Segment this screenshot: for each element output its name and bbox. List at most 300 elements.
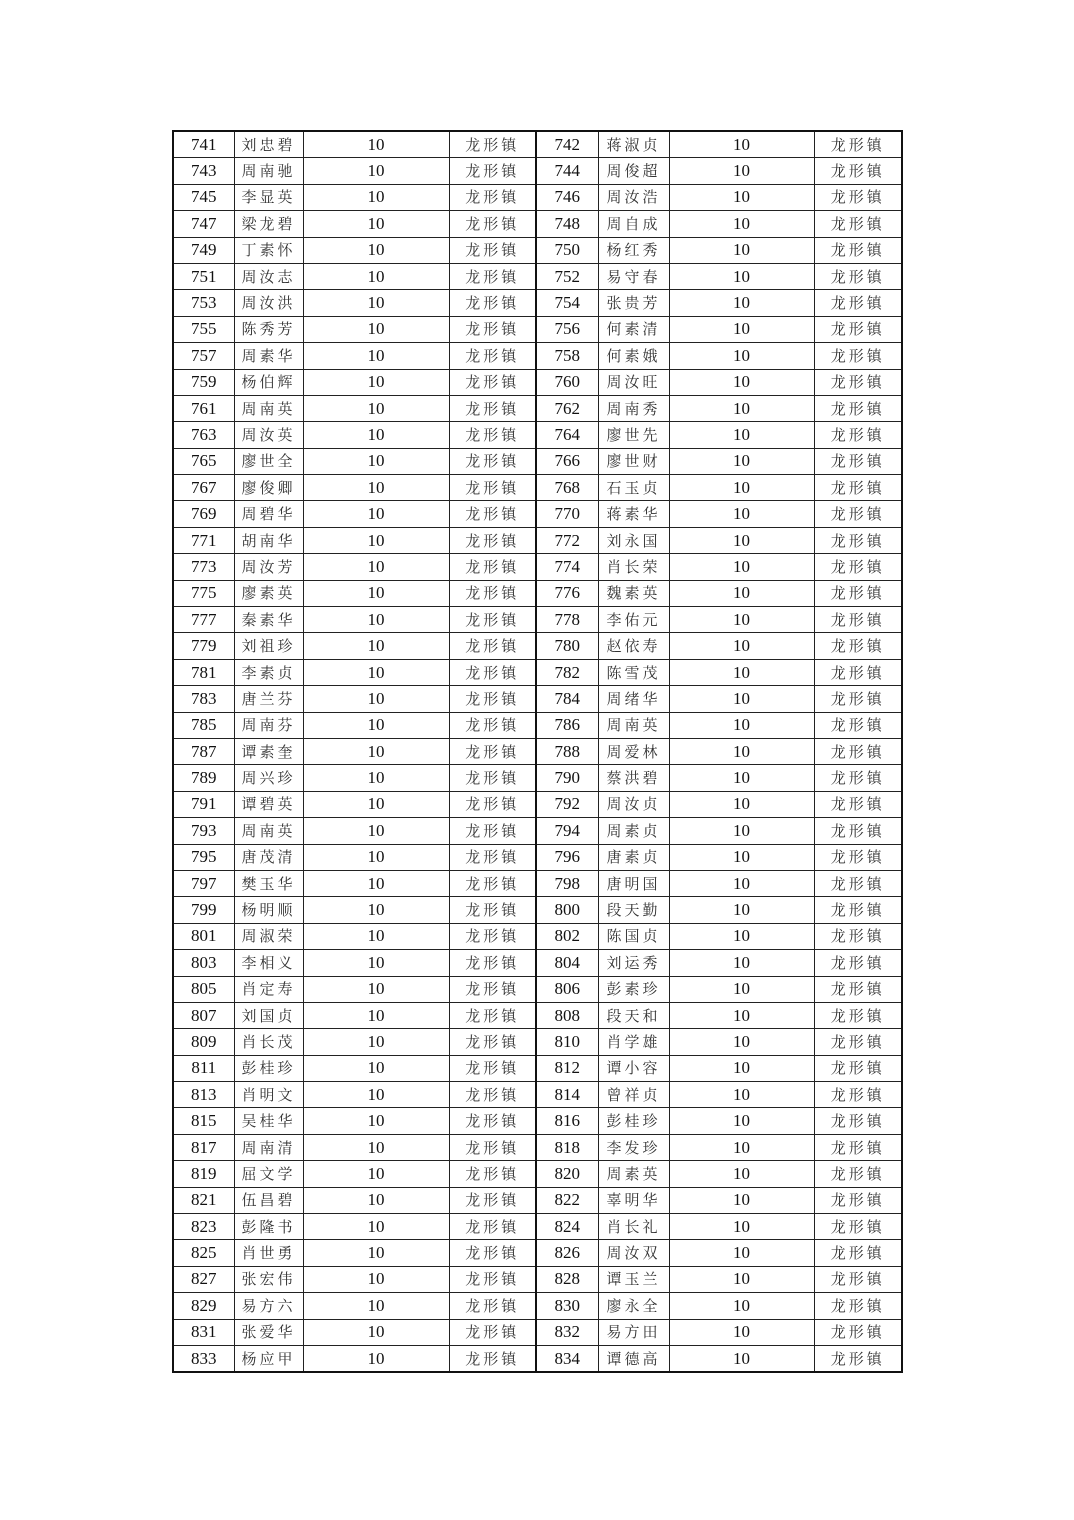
table-row (173, 818, 902, 844)
town-name-cell: 龙形镇 (814, 897, 902, 923)
person-name-cell: 李相义 (234, 950, 303, 976)
town-name-cell: 龙形镇 (449, 237, 536, 263)
serial-number-cell: 830 (536, 1293, 598, 1319)
town-name-cell: 龙形镇 (449, 211, 536, 237)
amount-cell: 10 (303, 316, 449, 342)
table-row (173, 1108, 902, 1134)
amount-cell: 10 (303, 923, 449, 949)
amount-cell: 10 (303, 422, 449, 448)
serial-number-cell: 800 (536, 897, 598, 923)
person-name-cell: 张爱华 (234, 1319, 303, 1345)
town-name-cell: 龙形镇 (814, 1055, 902, 1081)
amount-cell: 10 (303, 211, 449, 237)
town-name-cell: 龙形镇 (449, 765, 536, 791)
amount-cell: 10 (669, 1319, 814, 1345)
serial-number-cell: 820 (536, 1161, 598, 1187)
amount-cell: 10 (669, 1055, 814, 1081)
serial-number-cell: 747 (173, 211, 234, 237)
person-name-cell: 谭玉兰 (598, 1266, 669, 1292)
serial-number-cell: 790 (536, 765, 598, 791)
amount-cell: 10 (303, 554, 449, 580)
table-row (173, 1214, 902, 1240)
table-row (173, 1161, 902, 1187)
town-name-cell: 龙形镇 (449, 686, 536, 712)
table-row (173, 607, 902, 633)
serial-number-cell: 810 (536, 1029, 598, 1055)
person-name-cell: 肖长荣 (598, 554, 669, 580)
amount-cell: 10 (669, 633, 814, 659)
town-name-cell: 龙形镇 (449, 316, 536, 342)
person-name-cell: 彭桂珍 (234, 1055, 303, 1081)
serial-number-cell: 754 (536, 290, 598, 316)
town-name-cell: 龙形镇 (449, 659, 536, 685)
amount-cell: 10 (303, 395, 449, 421)
town-name-cell: 龙形镇 (449, 844, 536, 870)
person-name-cell: 樊玉华 (234, 870, 303, 896)
serial-number-cell: 808 (536, 1002, 598, 1028)
person-name-cell: 吴桂华 (234, 1108, 303, 1134)
serial-number-cell: 784 (536, 686, 598, 712)
serial-number-cell: 797 (173, 870, 234, 896)
town-name-cell: 龙形镇 (814, 580, 902, 606)
table-row (173, 580, 902, 606)
amount-cell: 10 (669, 765, 814, 791)
person-name-cell: 彭桂珍 (598, 1108, 669, 1134)
person-name-cell: 肖长茂 (234, 1029, 303, 1055)
town-name-cell: 龙形镇 (814, 1134, 902, 1160)
serial-number-cell: 774 (536, 554, 598, 580)
amount-cell: 10 (303, 633, 449, 659)
person-name-cell: 周淑荣 (234, 923, 303, 949)
table-row (173, 976, 902, 1002)
town-name-cell: 龙形镇 (814, 818, 902, 844)
amount-cell: 10 (303, 1002, 449, 1028)
town-name-cell: 龙形镇 (814, 1319, 902, 1345)
amount-cell: 10 (303, 237, 449, 263)
amount-cell: 10 (303, 950, 449, 976)
serial-number-cell: 832 (536, 1319, 598, 1345)
serial-number-cell: 814 (536, 1082, 598, 1108)
person-name-cell: 周南驰 (234, 158, 303, 184)
person-name-cell: 唐兰芬 (234, 686, 303, 712)
serial-number-cell: 782 (536, 659, 598, 685)
amount-cell: 10 (669, 158, 814, 184)
person-name-cell: 谭素奎 (234, 738, 303, 764)
table-row (173, 791, 902, 817)
town-name-cell: 龙形镇 (814, 923, 902, 949)
amount-cell: 10 (669, 897, 814, 923)
town-name-cell: 龙形镇 (449, 1240, 536, 1266)
person-name-cell: 周汝浩 (598, 184, 669, 210)
amount-cell: 10 (303, 263, 449, 289)
amount-cell: 10 (303, 897, 449, 923)
serial-number-cell: 827 (173, 1266, 234, 1292)
amount-cell: 10 (303, 527, 449, 553)
person-name-cell: 彭素珍 (598, 976, 669, 1002)
town-name-cell: 龙形镇 (449, 263, 536, 289)
serial-number-cell: 789 (173, 765, 234, 791)
amount-cell: 10 (669, 343, 814, 369)
town-name-cell: 龙形镇 (814, 475, 902, 501)
serial-number-cell: 778 (536, 607, 598, 633)
amount-cell: 10 (669, 1029, 814, 1055)
serial-number-cell: 833 (173, 1345, 234, 1372)
person-name-cell: 谭碧英 (234, 791, 303, 817)
town-name-cell: 龙形镇 (814, 1266, 902, 1292)
person-name-cell: 周汝志 (234, 263, 303, 289)
amount-cell: 10 (669, 1082, 814, 1108)
amount-cell: 10 (669, 1108, 814, 1134)
town-name-cell: 龙形镇 (449, 1293, 536, 1319)
serial-number-cell: 775 (173, 580, 234, 606)
person-name-cell: 肖世勇 (234, 1240, 303, 1266)
person-name-cell: 伍昌碧 (234, 1187, 303, 1213)
serial-number-cell: 795 (173, 844, 234, 870)
person-name-cell: 何素娥 (598, 343, 669, 369)
amount-cell: 10 (669, 580, 814, 606)
serial-number-cell: 807 (173, 1002, 234, 1028)
person-name-cell: 赵依寿 (598, 633, 669, 659)
amount-cell: 10 (669, 290, 814, 316)
person-name-cell: 周南芬 (234, 712, 303, 738)
town-name-cell: 龙形镇 (449, 923, 536, 949)
amount-cell: 10 (669, 818, 814, 844)
town-name-cell: 龙形镇 (449, 1187, 536, 1213)
amount-cell: 10 (303, 607, 449, 633)
amount-cell: 10 (303, 1266, 449, 1292)
town-name-cell: 龙形镇 (449, 343, 536, 369)
serial-number-cell: 766 (536, 448, 598, 474)
table-row (173, 1240, 902, 1266)
person-name-cell: 廖世全 (234, 448, 303, 474)
town-name-cell: 龙形镇 (814, 950, 902, 976)
table-row (173, 1029, 902, 1055)
amount-cell: 10 (303, 343, 449, 369)
town-name-cell: 龙形镇 (814, 1029, 902, 1055)
amount-cell: 10 (669, 712, 814, 738)
table-row (173, 844, 902, 870)
person-name-cell: 周汝洪 (234, 290, 303, 316)
person-name-cell: 李发珍 (598, 1134, 669, 1160)
town-name-cell: 龙形镇 (814, 765, 902, 791)
serial-number-cell: 771 (173, 527, 234, 553)
amount-cell: 10 (669, 791, 814, 817)
amount-cell: 10 (669, 738, 814, 764)
town-name-cell: 龙形镇 (449, 1002, 536, 1028)
roster-table-body (173, 131, 902, 1372)
amount-cell: 10 (303, 791, 449, 817)
town-name-cell: 龙形镇 (814, 1082, 902, 1108)
person-name-cell: 陈雪茂 (598, 659, 669, 685)
town-name-cell: 龙形镇 (814, 1161, 902, 1187)
amount-cell: 10 (669, 659, 814, 685)
serial-number-cell: 751 (173, 263, 234, 289)
table-row (173, 1187, 902, 1213)
table-row (173, 290, 902, 316)
table-row (173, 211, 902, 237)
amount-cell: 10 (303, 844, 449, 870)
amount-cell: 10 (669, 395, 814, 421)
amount-cell: 10 (669, 1134, 814, 1160)
amount-cell: 10 (669, 1293, 814, 1319)
person-name-cell: 胡南华 (234, 527, 303, 553)
serial-number-cell: 773 (173, 554, 234, 580)
table-row (173, 1345, 902, 1372)
serial-number-cell: 741 (173, 131, 234, 158)
town-name-cell: 龙形镇 (814, 1240, 902, 1266)
town-name-cell: 龙形镇 (814, 1108, 902, 1134)
amount-cell: 10 (669, 1345, 814, 1372)
serial-number-cell: 786 (536, 712, 598, 738)
person-name-cell: 周汝贞 (598, 791, 669, 817)
town-name-cell: 龙形镇 (814, 791, 902, 817)
table-row (173, 738, 902, 764)
table-row (173, 659, 902, 685)
table-row (173, 475, 902, 501)
serial-number-cell: 794 (536, 818, 598, 844)
serial-number-cell: 829 (173, 1293, 234, 1319)
serial-number-cell: 785 (173, 712, 234, 738)
serial-number-cell: 752 (536, 263, 598, 289)
person-name-cell: 刘永国 (598, 527, 669, 553)
table-row (173, 923, 902, 949)
person-name-cell: 丁素怀 (234, 237, 303, 263)
table-row (173, 1082, 902, 1108)
person-name-cell: 刘国贞 (234, 1002, 303, 1028)
serial-number-cell: 799 (173, 897, 234, 923)
person-name-cell: 梁龙碧 (234, 211, 303, 237)
serial-number-cell: 812 (536, 1055, 598, 1081)
serial-number-cell: 796 (536, 844, 598, 870)
town-name-cell: 龙形镇 (814, 501, 902, 527)
serial-number-cell: 765 (173, 448, 234, 474)
serial-number-cell: 779 (173, 633, 234, 659)
serial-number-cell: 746 (536, 184, 598, 210)
town-name-cell: 龙形镇 (814, 527, 902, 553)
amount-cell: 10 (303, 1214, 449, 1240)
amount-cell: 10 (303, 1345, 449, 1372)
amount-cell: 10 (303, 1161, 449, 1187)
amount-cell: 10 (303, 659, 449, 685)
town-name-cell: 龙形镇 (449, 1345, 536, 1372)
amount-cell: 10 (303, 686, 449, 712)
amount-cell: 10 (669, 844, 814, 870)
person-name-cell: 肖学雄 (598, 1029, 669, 1055)
table-row (173, 527, 902, 553)
table-row (173, 263, 902, 289)
serial-number-cell: 743 (173, 158, 234, 184)
serial-number-cell: 781 (173, 659, 234, 685)
amount-cell: 10 (303, 818, 449, 844)
person-name-cell: 周兴珍 (234, 765, 303, 791)
person-name-cell: 廖世先 (598, 422, 669, 448)
person-name-cell: 廖世财 (598, 448, 669, 474)
town-name-cell: 龙形镇 (449, 1082, 536, 1108)
person-name-cell: 陈国贞 (598, 923, 669, 949)
amount-cell: 10 (669, 870, 814, 896)
person-name-cell: 周碧华 (234, 501, 303, 527)
person-name-cell: 周南英 (234, 395, 303, 421)
person-name-cell: 廖俊卿 (234, 475, 303, 501)
amount-cell: 10 (669, 211, 814, 237)
table-row (173, 1319, 902, 1345)
town-name-cell: 龙形镇 (449, 818, 536, 844)
person-name-cell: 辜明华 (598, 1187, 669, 1213)
amount-cell: 10 (669, 527, 814, 553)
amount-cell: 10 (303, 1319, 449, 1345)
table-row (173, 501, 902, 527)
town-name-cell: 龙形镇 (449, 369, 536, 395)
town-name-cell: 龙形镇 (814, 263, 902, 289)
serial-number-cell: 793 (173, 818, 234, 844)
amount-cell: 10 (669, 1187, 814, 1213)
serial-number-cell: 809 (173, 1029, 234, 1055)
amount-cell: 10 (303, 1029, 449, 1055)
serial-number-cell: 757 (173, 343, 234, 369)
table-row (173, 1293, 902, 1319)
serial-number-cell: 818 (536, 1134, 598, 1160)
serial-number-cell: 755 (173, 316, 234, 342)
table-row (173, 897, 902, 923)
serial-number-cell: 834 (536, 1345, 598, 1372)
amount-cell: 10 (303, 131, 449, 158)
serial-number-cell: 813 (173, 1082, 234, 1108)
person-name-cell: 易守春 (598, 263, 669, 289)
person-name-cell: 周素英 (598, 1161, 669, 1187)
serial-number-cell: 819 (173, 1161, 234, 1187)
person-name-cell: 廖永全 (598, 1293, 669, 1319)
person-name-cell: 周南英 (234, 818, 303, 844)
town-name-cell: 龙形镇 (449, 580, 536, 606)
person-name-cell: 周素华 (234, 343, 303, 369)
amount-cell: 10 (669, 923, 814, 949)
person-name-cell: 刘祖珍 (234, 633, 303, 659)
town-name-cell: 龙形镇 (814, 554, 902, 580)
person-name-cell: 李显英 (234, 184, 303, 210)
amount-cell: 10 (669, 607, 814, 633)
serial-number-cell: 753 (173, 290, 234, 316)
person-name-cell: 段天和 (598, 1002, 669, 1028)
town-name-cell: 龙形镇 (449, 527, 536, 553)
amount-cell: 10 (669, 1240, 814, 1266)
person-name-cell: 唐明国 (598, 870, 669, 896)
serial-number-cell: 744 (536, 158, 598, 184)
person-name-cell: 杨伯辉 (234, 369, 303, 395)
town-name-cell: 龙形镇 (449, 158, 536, 184)
serial-number-cell: 749 (173, 237, 234, 263)
table-row (173, 686, 902, 712)
table-row (173, 369, 902, 395)
serial-number-cell: 798 (536, 870, 598, 896)
person-name-cell: 周自成 (598, 211, 669, 237)
person-name-cell: 周素贞 (598, 818, 669, 844)
amount-cell: 10 (303, 580, 449, 606)
person-name-cell: 张宏伟 (234, 1266, 303, 1292)
amount-cell: 10 (669, 950, 814, 976)
serial-number-cell: 777 (173, 607, 234, 633)
person-name-cell: 周俊超 (598, 158, 669, 184)
serial-number-cell: 763 (173, 422, 234, 448)
amount-cell: 10 (669, 184, 814, 210)
person-name-cell: 刘运秀 (598, 950, 669, 976)
serial-number-cell: 767 (173, 475, 234, 501)
town-name-cell: 龙形镇 (814, 659, 902, 685)
serial-number-cell: 761 (173, 395, 234, 421)
serial-number-cell: 772 (536, 527, 598, 553)
amount-cell: 10 (303, 448, 449, 474)
serial-number-cell: 770 (536, 501, 598, 527)
town-name-cell: 龙形镇 (449, 712, 536, 738)
person-name-cell: 屈文学 (234, 1161, 303, 1187)
serial-number-cell: 768 (536, 475, 598, 501)
person-name-cell: 蒋淑贞 (598, 131, 669, 158)
table-row (173, 633, 902, 659)
person-name-cell: 谭德高 (598, 1345, 669, 1372)
town-name-cell: 龙形镇 (814, 184, 902, 210)
serial-number-cell: 828 (536, 1266, 598, 1292)
town-name-cell: 龙形镇 (449, 897, 536, 923)
town-name-cell: 龙形镇 (449, 448, 536, 474)
town-name-cell: 龙形镇 (814, 976, 902, 1002)
town-name-cell: 龙形镇 (814, 343, 902, 369)
amount-cell: 10 (303, 976, 449, 1002)
amount-cell: 10 (669, 131, 814, 158)
town-name-cell: 龙形镇 (814, 738, 902, 764)
serial-number-cell: 811 (173, 1055, 234, 1081)
serial-number-cell: 791 (173, 791, 234, 817)
amount-cell: 10 (669, 686, 814, 712)
amount-cell: 10 (303, 158, 449, 184)
town-name-cell: 龙形镇 (814, 633, 902, 659)
serial-number-cell: 822 (536, 1187, 598, 1213)
serial-number-cell: 803 (173, 950, 234, 976)
person-name-cell: 周汝旺 (598, 369, 669, 395)
amount-cell: 10 (669, 316, 814, 342)
person-name-cell: 魏素英 (598, 580, 669, 606)
town-name-cell: 龙形镇 (814, 422, 902, 448)
serial-number-cell: 762 (536, 395, 598, 421)
amount-cell: 10 (303, 1134, 449, 1160)
serial-number-cell: 831 (173, 1319, 234, 1345)
person-name-cell: 周汝英 (234, 422, 303, 448)
town-name-cell: 龙形镇 (814, 1002, 902, 1028)
town-name-cell: 龙形镇 (449, 501, 536, 527)
amount-cell: 10 (303, 369, 449, 395)
town-name-cell: 龙形镇 (449, 290, 536, 316)
table-row (173, 422, 902, 448)
serial-number-cell: 788 (536, 738, 598, 764)
person-name-cell: 周汝芳 (234, 554, 303, 580)
table-row (173, 158, 902, 184)
person-name-cell: 杨明顺 (234, 897, 303, 923)
serial-number-cell: 815 (173, 1108, 234, 1134)
town-name-cell: 龙形镇 (449, 554, 536, 580)
town-name-cell: 龙形镇 (814, 131, 902, 158)
serial-number-cell: 817 (173, 1134, 234, 1160)
serial-number-cell: 758 (536, 343, 598, 369)
serial-number-cell: 826 (536, 1240, 598, 1266)
town-name-cell: 龙形镇 (814, 870, 902, 896)
amount-cell: 10 (669, 475, 814, 501)
town-name-cell: 龙形镇 (449, 633, 536, 659)
town-name-cell: 龙形镇 (449, 607, 536, 633)
serial-number-cell: 742 (536, 131, 598, 158)
amount-cell: 10 (669, 263, 814, 289)
town-name-cell: 龙形镇 (449, 870, 536, 896)
amount-cell: 10 (669, 1002, 814, 1028)
amount-cell: 10 (303, 1187, 449, 1213)
table-row (173, 1002, 902, 1028)
